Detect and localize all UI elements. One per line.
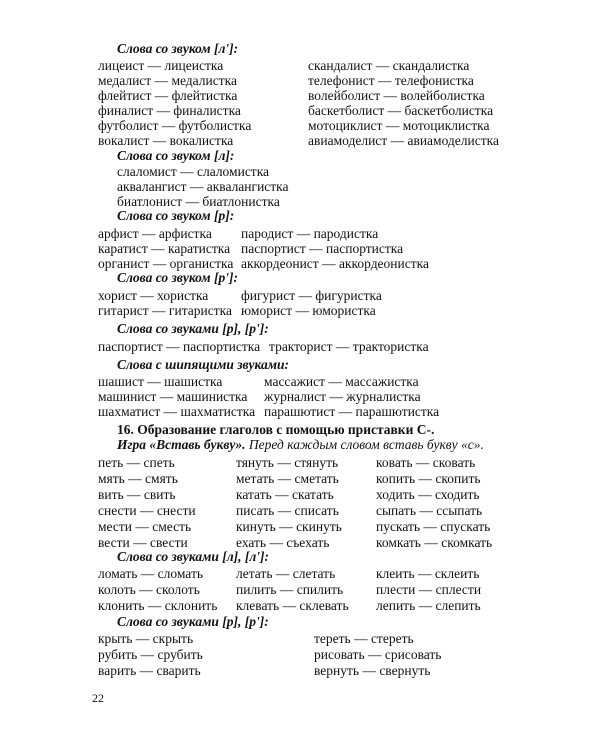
word-pair: аккордеонист — аккордеонистка [241,256,429,271]
page-number: 22 [92,691,104,705]
word-pair: тянуть — стянуть [236,455,339,470]
word-pair: варить — сварить [98,663,201,678]
word-pair: плести — сплести [376,582,482,597]
word-pair: каратист — каратистка [98,241,231,256]
word-pair: паспортист — паспортистка [241,241,404,256]
word-pair: паспортист — паспортистка [98,339,261,354]
word-pair: сыпать — ссыпать [376,503,483,518]
word-pair: медалист — медалистка [98,73,237,88]
word-pair: вить — свить [98,487,176,502]
word-pair: телефонист — телефонистка [308,73,474,88]
heading-r-both: Слова со звуками [р], [р']: [117,321,269,336]
word-pair: баскетболист — баскетболистка [308,103,494,118]
word-pair: волейболист — волейболистка [308,88,485,103]
word-pair: финалист — финалистка [98,103,241,118]
word-pair: мести — сместь [98,519,192,534]
word-pair: аквалангист — аквалангистка [117,179,289,194]
word-pair: рисовать — срисовать [314,647,442,662]
word-pair: арфист — арфистка [98,226,212,241]
heading-hissing: Слова с шипящими звуками: [117,357,290,372]
word-pair: крыть — скрыть [98,631,194,646]
word-pair: ходить — сходить [376,487,480,502]
word-pair: шашист — шашистка [98,374,223,389]
word-pair: машинист — машинистка [98,389,248,404]
word-pair: флейтист — флейтистка [98,88,238,103]
word-pair: футболист — футболистка [98,118,252,133]
word-pair: колоть — сколоть [98,582,200,597]
word-pair: метать — сметать [236,471,339,486]
word-pair: петь — спеть [98,455,175,470]
game-instruction [117,437,484,453]
word-pair: ковать — сковать [376,455,476,470]
word-pair: пародист — пародистка [241,226,379,241]
word-pair: писать — списать [236,503,339,518]
heading-r-hard: Слова со звуком [р]: [117,208,235,223]
word-pair: кинуть — скинуть [236,519,342,534]
heading-l-both: Слова со звуками [л], [л']: [117,549,270,564]
word-pair: лицеист — лицеистка [98,58,224,73]
heading-l-hard: Слова со звуком [л]: [117,148,235,163]
word-pair: органист — органистка [98,256,234,271]
word-pair: вернуть — свернуть [314,663,431,678]
word-pair: авиамоделист — авиамоделистка [308,133,499,148]
word-pair: мять — смять [98,471,178,486]
word-pair: клеить — склеить [376,566,480,581]
word-pair: летать — слетать [236,566,336,581]
instruction-text: Перед каждым словом вставь букву «с». [245,437,484,452]
word-pair: фигурист — фигуристка [241,288,382,303]
word-pair: тереть — стереть [314,631,414,646]
word-pair: юморист — юмористка [241,303,376,318]
word-pair: массажист — массажистка [264,374,419,389]
word-pair: клонить — склонить [98,598,218,613]
word-pair: шахматист — шахматистка [98,404,256,419]
word-pair: пилить — спилить [236,582,344,597]
word-pair: парашютист — парашютистка [264,404,440,419]
heading-r-both-2: Слова со звуками [р], [р']: [117,614,269,629]
word-pair: скандалист — скандалистка [308,58,470,73]
word-pair: копить — скопить [376,471,481,486]
heading-l-soft: Слова со звуком [л']: [117,41,239,56]
word-pair: гитарист — гитаристка [98,303,232,318]
word-pair: лепить — слепить [376,598,481,613]
word-pair: биатлонист — биатлонистка [117,194,280,209]
word-pair: слаломист — слаломистка [117,164,270,179]
word-pair: хорист — хористка [98,288,209,303]
word-pair: снести — снести [98,503,196,518]
word-pair: ломать — сломать [98,566,204,581]
word-pair: ехать — съехать [236,535,330,550]
word-pair: рубить — срубить [98,647,203,662]
word-pair: тракторист — трактористка [269,339,429,354]
game-title: Игра «Вставь букву». [117,437,246,452]
heading-r-soft: Слова со звуком [р']: [117,270,238,285]
word-pair: пускать — спускать [376,519,491,534]
word-pair: вокалист — вокалистка [98,133,234,148]
word-pair: мотоциклист — мотоциклистка [308,118,490,133]
word-pair: комкать — скомкать [376,535,493,550]
section-title: 16. Образование глаголов с помощью приставки С-. [117,422,435,437]
word-pair: вести — свести [98,535,188,550]
word-pair: журналист — журналистка [264,389,421,404]
word-pair: клевать — склевать [236,598,349,613]
word-pair: катать — скатать [236,487,334,502]
